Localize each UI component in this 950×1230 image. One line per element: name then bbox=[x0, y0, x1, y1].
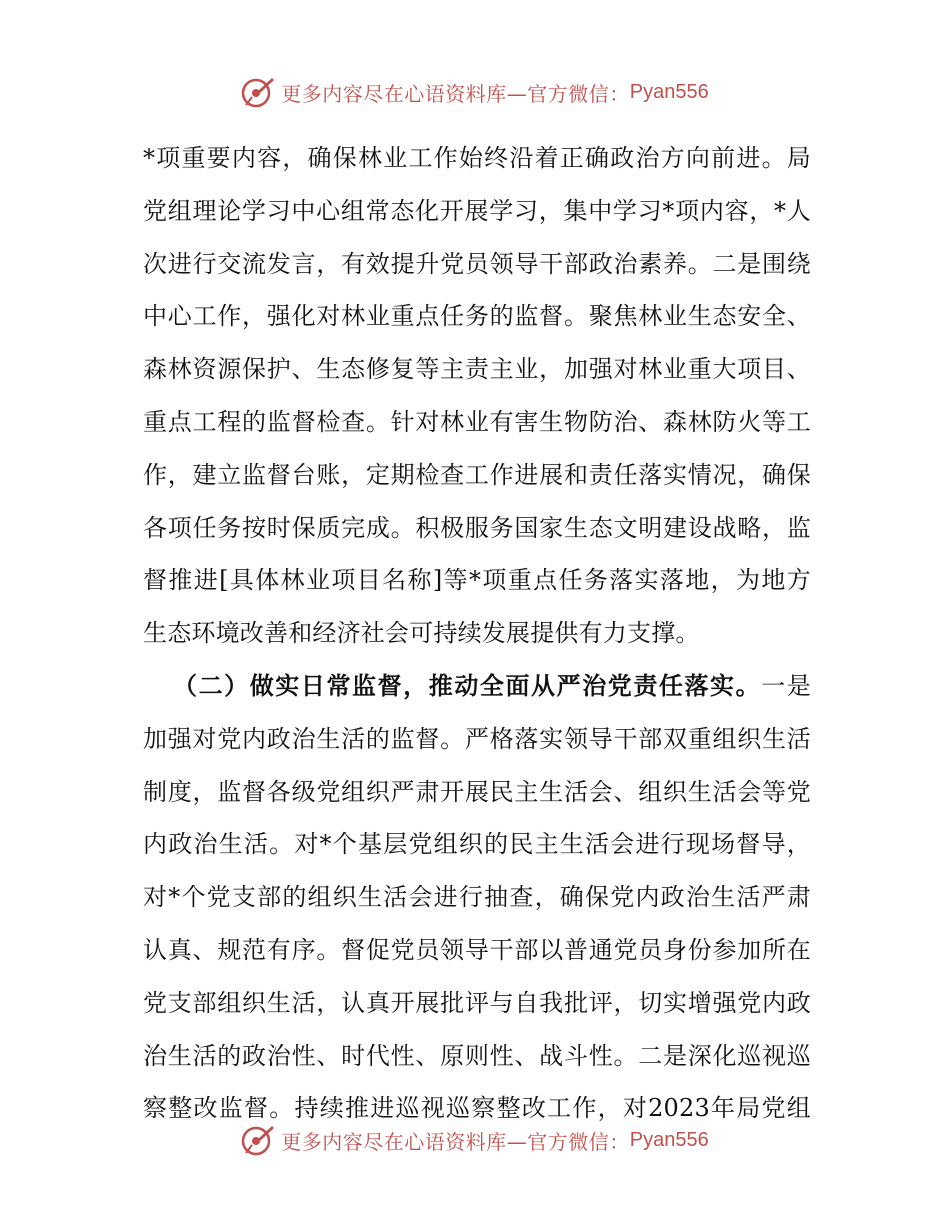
text-line: 党组理论学习中心组常态化开展学习，集中学习*项内容，*人 bbox=[143, 196, 811, 225]
text-line: *项重要内容，确保林业工作始终沿着正确政治方向前进。局 bbox=[143, 144, 811, 172]
text-line: 治生活的政治性、时代性、原则性、战斗性。二是深化巡视巡 bbox=[143, 1041, 811, 1070]
watermark-wechat-id: Pyan556 bbox=[629, 1128, 709, 1151]
text-line: 认真、规范有序。督促党员领导干部以普通党员身份参加所在 bbox=[143, 935, 811, 964]
header-watermark bbox=[0, 72, 950, 112]
document-body bbox=[143, 132, 811, 1135]
text-line: 作，建立监督台账，定期检查工作进展和责任落实情况，确保 bbox=[143, 460, 811, 489]
text-line: 察整改监督。持续推进巡视巡察整改工作，对2023年局党组 bbox=[143, 1094, 811, 1123]
pen-logo-icon bbox=[241, 75, 275, 109]
text-line: 各项任务按时保质完成。积极服务国家生态文明建设战略，监 bbox=[143, 513, 811, 542]
text-line: 加强对党内政治生活的监督。严格落实领导干部双重组织生活 bbox=[143, 724, 811, 753]
text-line: 党支部组织生活，认真开展批评与自我批评，切实增强党内政 bbox=[143, 988, 811, 1017]
pen-logo-icon bbox=[241, 1123, 275, 1157]
footer-watermark bbox=[0, 1120, 950, 1160]
watermark-wechat-id: Pyan556 bbox=[629, 80, 709, 103]
text-line: 内政治生活。对*个基层党组织的民主生活会进行现场督导， bbox=[143, 830, 811, 859]
text-line: 督推进[具体林业项目名称]等*项重点任务落实落地，为地方 bbox=[143, 566, 811, 595]
text-line: 中心工作，强化对林业重点任务的监督。聚焦林业生态安全、 bbox=[143, 302, 811, 331]
text-line: 对*个党支部的组织生活会进行抽查，确保党内政治生活严肃 bbox=[143, 883, 811, 912]
watermark-text: 更多内容尽在心语资料库—官方微信： bbox=[281, 1129, 630, 1154]
text-line: 生态环境改善和经济社会可持续发展提供有力支撑。 bbox=[143, 619, 700, 648]
watermark-text: 更多内容尽在心语资料库—官方微信： bbox=[281, 81, 630, 106]
text-line: 次进行交流发言，有效提升党员领导干部政治素养。二是围绕 bbox=[143, 249, 811, 278]
section-heading-line bbox=[143, 660, 811, 713]
text-line: 重点工程的监督检查。针对林业有害生物防治、森林防火等工 bbox=[143, 407, 811, 436]
text-line: 森林资源保护、生态修复等主责主业，加强对林业重大项目、 bbox=[143, 355, 811, 384]
text-line: 制度，监督各级党组织严肃开展民主生活会、组织生活会等党 bbox=[143, 777, 811, 806]
text-fragment: 一是 bbox=[761, 671, 811, 700]
section-heading: （二）做实日常监督，推动全面从严治党责任落实。 bbox=[173, 671, 762, 700]
